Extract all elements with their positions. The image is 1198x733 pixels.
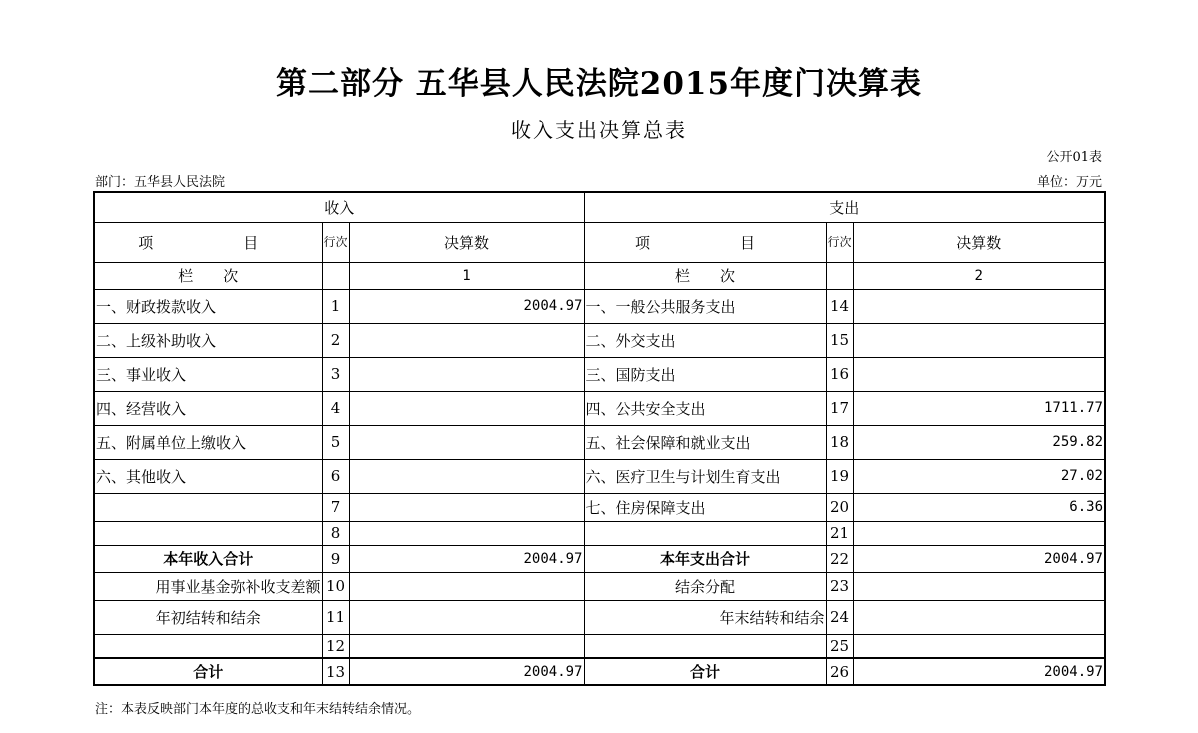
- income-row-number: 12: [322, 634, 349, 658]
- income-item: 四、经营收入: [94, 391, 322, 425]
- income-amount: [349, 521, 584, 545]
- table-row: [94, 459, 1105, 493]
- expense-amount: 1711.77: [853, 391, 1105, 425]
- income-amount: [349, 634, 584, 658]
- income-item: [94, 634, 322, 658]
- income-amount: [349, 600, 584, 634]
- expense-row-number: 24: [826, 600, 853, 634]
- grand-expense-total-label: 合计: [584, 658, 826, 685]
- table-row: [94, 572, 1105, 600]
- income-amount: [349, 323, 584, 357]
- table-row: [94, 323, 1105, 357]
- expense-column-label: 栏 次: [584, 262, 826, 289]
- expense-item: 三、国防支出: [584, 357, 826, 391]
- expense-item: 四、公共安全支出: [584, 391, 826, 425]
- income-amount: [349, 357, 584, 391]
- expense-item: 七、住房保障支出: [584, 493, 826, 521]
- expense-row-number: 15: [826, 323, 853, 357]
- income-row-number: 4: [322, 391, 349, 425]
- table-row: [94, 391, 1105, 425]
- grand-total-row: [94, 658, 1105, 685]
- income-row-number: 9: [322, 545, 349, 572]
- table-row: [94, 425, 1105, 459]
- table-row: [94, 289, 1105, 323]
- grand-income-total-label: 合计: [94, 658, 322, 685]
- unit-label: 单位：万元: [1036, 175, 1102, 190]
- income-header: 收入: [94, 192, 584, 222]
- expense-amount: [853, 289, 1105, 323]
- expense-item: [584, 634, 826, 658]
- budget-table: [93, 191, 1106, 686]
- expense-amount: [853, 600, 1105, 634]
- table-row: [94, 493, 1105, 521]
- income-amount-header: 决算数: [349, 222, 584, 262]
- grand-income-total-value: 2004.97: [349, 658, 584, 685]
- income-row-number: 13: [322, 658, 349, 685]
- expense-item-header: 项 目: [584, 222, 826, 262]
- beginning-balance-label: 年初结转和结余: [94, 600, 322, 634]
- income-amount: 2004.97: [349, 289, 584, 323]
- expense-amount: 259.82: [853, 425, 1105, 459]
- expense-row-number: 25: [826, 634, 853, 658]
- income-item-header: 项 目: [94, 222, 322, 262]
- expense-row-number: 19: [826, 459, 853, 493]
- income-column-rowno: [322, 262, 349, 289]
- income-amount: [349, 459, 584, 493]
- table-row: [94, 357, 1105, 391]
- income-item: [94, 493, 322, 521]
- income-row-number: 10: [322, 572, 349, 600]
- department-label: 部门：五华县人民法院: [95, 175, 226, 190]
- fund-offset-label: 用事业基金弥补收支差额: [94, 572, 322, 600]
- income-row-number: 8: [322, 521, 349, 545]
- expense-amount: [853, 357, 1105, 391]
- income-rowno-header: 行次: [322, 222, 349, 262]
- income-row-number: 7: [322, 493, 349, 521]
- income-column-number: 1: [349, 262, 584, 289]
- expense-row-number: 22: [826, 545, 853, 572]
- income-row-number: 3: [322, 357, 349, 391]
- expense-item: 五、社会保障和就业支出: [584, 425, 826, 459]
- table-row: [94, 600, 1105, 634]
- year-total-row: [94, 545, 1105, 572]
- expense-row-number: 21: [826, 521, 853, 545]
- income-amount: [349, 493, 584, 521]
- form-id: 公开01表: [1046, 150, 1102, 165]
- expense-item: 一、一般公共服务支出: [584, 289, 826, 323]
- surplus-distribution-label: 结余分配: [584, 572, 826, 600]
- footnote: 注：本表反映部门本年度的总收支和年末结转结余情况。: [95, 702, 421, 717]
- income-column-label: 栏 次: [94, 262, 322, 289]
- year-expense-total-label: 本年支出合计: [584, 545, 826, 572]
- expense-amount: [853, 572, 1105, 600]
- expense-row-number: 18: [826, 425, 853, 459]
- year-expense-total-value: 2004.97: [853, 545, 1105, 572]
- income-item: 三、事业收入: [94, 357, 322, 391]
- table-row: [94, 634, 1105, 658]
- expense-column-rowno: [826, 262, 853, 289]
- expense-amount: [853, 634, 1105, 658]
- expense-row-number: 26: [826, 658, 853, 685]
- expense-row-number: 17: [826, 391, 853, 425]
- income-amount: [349, 425, 584, 459]
- income-amount: [349, 391, 584, 425]
- page-title: 第二部分 五华县人民法院2015年度门决算表: [275, 66, 923, 102]
- ending-balance-label: 年末结转和结余: [584, 600, 826, 634]
- income-row-number: 11: [322, 600, 349, 634]
- expense-column-number: 2: [853, 262, 1105, 289]
- income-item: 六、其他收入: [94, 459, 322, 493]
- income-row-number: 2: [322, 323, 349, 357]
- expense-amount-header: 决算数: [853, 222, 1105, 262]
- expense-rowno-header: 行次: [826, 222, 853, 262]
- expense-row-number: 16: [826, 357, 853, 391]
- income-row-number: 5: [322, 425, 349, 459]
- expense-amount: [853, 323, 1105, 357]
- year-income-total-value: 2004.97: [349, 545, 584, 572]
- expense-header: 支出: [584, 192, 1105, 222]
- expense-amount: 6.36: [853, 493, 1105, 521]
- expense-row-number: 20: [826, 493, 853, 521]
- expense-row-number: 23: [826, 572, 853, 600]
- income-row-number: 6: [322, 459, 349, 493]
- income-item: [94, 521, 322, 545]
- year-income-total-label: 本年收入合计: [94, 545, 322, 572]
- table-subtitle: 收入支出决算总表: [511, 118, 687, 142]
- expense-amount: 27.02: [853, 459, 1105, 493]
- expense-row-number: 14: [826, 289, 853, 323]
- expense-item: 二、外交支出: [584, 323, 826, 357]
- table-row: [94, 521, 1105, 545]
- expense-item: [584, 521, 826, 545]
- income-item: 一、财政拨款收入: [94, 289, 322, 323]
- income-item: 五、附属单位上缴收入: [94, 425, 322, 459]
- income-item: 二、上级补助收入: [94, 323, 322, 357]
- expense-amount: [853, 521, 1105, 545]
- grand-expense-total-value: 2004.97: [853, 658, 1105, 685]
- expense-item: 六、医疗卫生与计划生育支出: [584, 459, 826, 493]
- income-amount: [349, 572, 584, 600]
- income-row-number: 1: [322, 289, 349, 323]
